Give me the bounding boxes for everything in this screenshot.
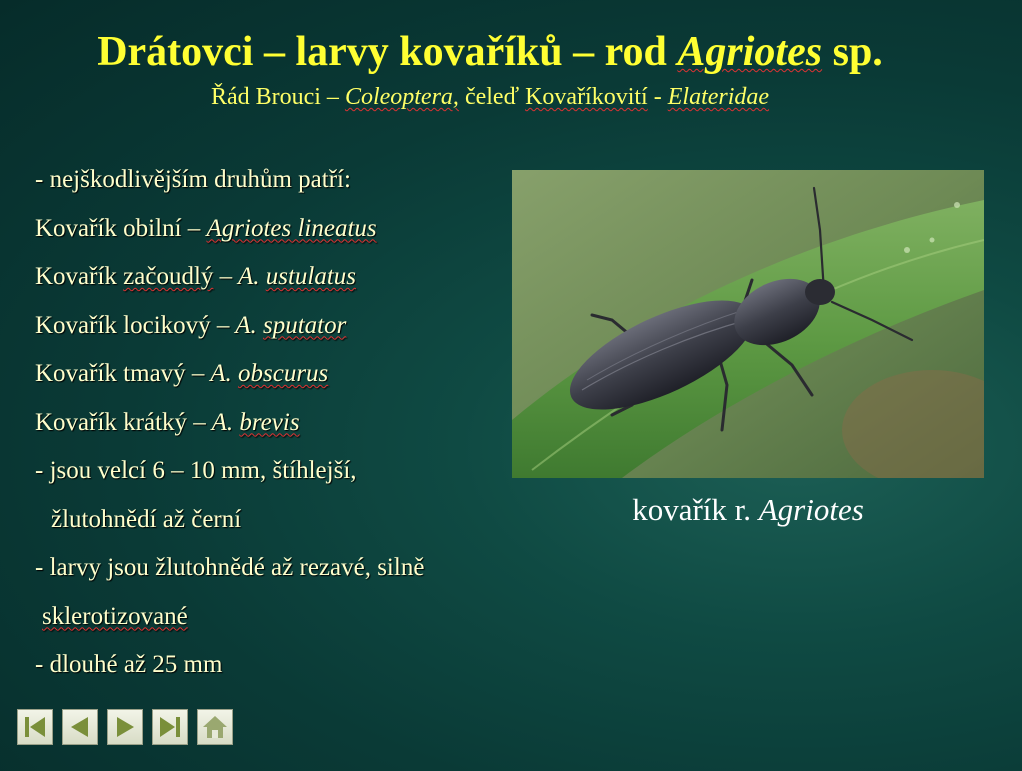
- bullet-size-text: - jsou velcí 6 – 10 mm, štíhlejší,: [35, 457, 357, 484]
- subtitle-family-czech: Kovaříkovití: [525, 84, 648, 110]
- previous-slide-button[interactable]: [62, 709, 98, 745]
- home-icon: [198, 710, 232, 744]
- slide-title: [0, 26, 980, 78]
- species-item-brevis: [35, 399, 510, 448]
- species-latin: obscurus: [238, 360, 329, 387]
- bullet-larvae-continued: [35, 593, 510, 642]
- species-latin: sputator: [263, 311, 347, 339]
- species-latin: ustulatus: [265, 263, 357, 290]
- species-name-epithet: začoudlý: [123, 263, 214, 290]
- bullet-list: [35, 156, 510, 690]
- bullet-intro-text: - nejškodlivějším druhům patří:: [35, 166, 351, 193]
- bullet-length: [35, 641, 510, 690]
- caption-genus: Agriotes: [758, 492, 864, 527]
- species-item-ustulatus: [35, 253, 510, 302]
- last-slide-button[interactable]: [152, 709, 188, 745]
- bullet-size-continued-text: žlutohnědí až černí: [51, 505, 242, 533]
- bullet-length-text: - dlouhé až 25 mm: [35, 651, 223, 678]
- beetle-photo-illustration: [512, 170, 984, 478]
- photo-caption: [512, 490, 984, 530]
- bullet-larvae: [35, 544, 510, 593]
- species-item-lineatus: [35, 205, 510, 254]
- bullet-intro: [35, 156, 510, 205]
- species-dash: –: [181, 214, 207, 242]
- first-slide-button[interactable]: [17, 709, 53, 745]
- species-dash: – A.: [187, 408, 240, 436]
- species-latin: brevis: [239, 408, 300, 436]
- next-slide-button[interactable]: [107, 709, 143, 745]
- next-slide-icon: [108, 710, 142, 744]
- first-slide-icon: [18, 710, 52, 744]
- bullet-larvae-continued-text: sklerotizované: [42, 602, 188, 630]
- subtitle-order-label: Řád Brouci –: [210, 84, 345, 110]
- subtitle-family-label: čeleď: [458, 84, 526, 110]
- species-name: Kovařík obilní: [35, 214, 182, 242]
- subtitle-order-latin: Coleoptera,: [344, 84, 459, 110]
- species-dash: – A.: [213, 263, 266, 290]
- slide-subtitle: [0, 82, 980, 112]
- species-dash: – A.: [210, 311, 263, 339]
- previous-slide-icon: [63, 710, 97, 744]
- species-name: Kovařík tmavý: [35, 360, 186, 387]
- home-button[interactable]: [197, 709, 233, 745]
- title-text: Drátovci – larvy kovaříků – rod: [97, 29, 678, 75]
- subtitle-family-latin: Elateridae: [667, 84, 770, 110]
- bullet-size: [35, 447, 510, 496]
- species-name: Kovařík: [35, 263, 124, 290]
- species-name: Kovařík krátký: [35, 408, 188, 436]
- title-genus: Agriotes: [677, 29, 823, 75]
- title-suffix: sp.: [822, 29, 883, 75]
- species-name: Kovařík locikový: [35, 311, 211, 339]
- subtitle-separator: -: [647, 84, 668, 110]
- species-item-obscurus: [35, 350, 510, 399]
- species-dash: – A.: [185, 360, 238, 387]
- species-latin: Agriotes lineatus: [206, 214, 377, 242]
- bullet-size-continued: [35, 496, 510, 545]
- caption-text: kovařík r.: [632, 492, 759, 527]
- species-item-sputator: [35, 302, 510, 351]
- beetle-photo: [512, 170, 984, 478]
- bullet-larvae-text: - larvy jsou žlutohnědé až rezavé, silně: [35, 554, 425, 581]
- last-slide-icon: [153, 710, 187, 744]
